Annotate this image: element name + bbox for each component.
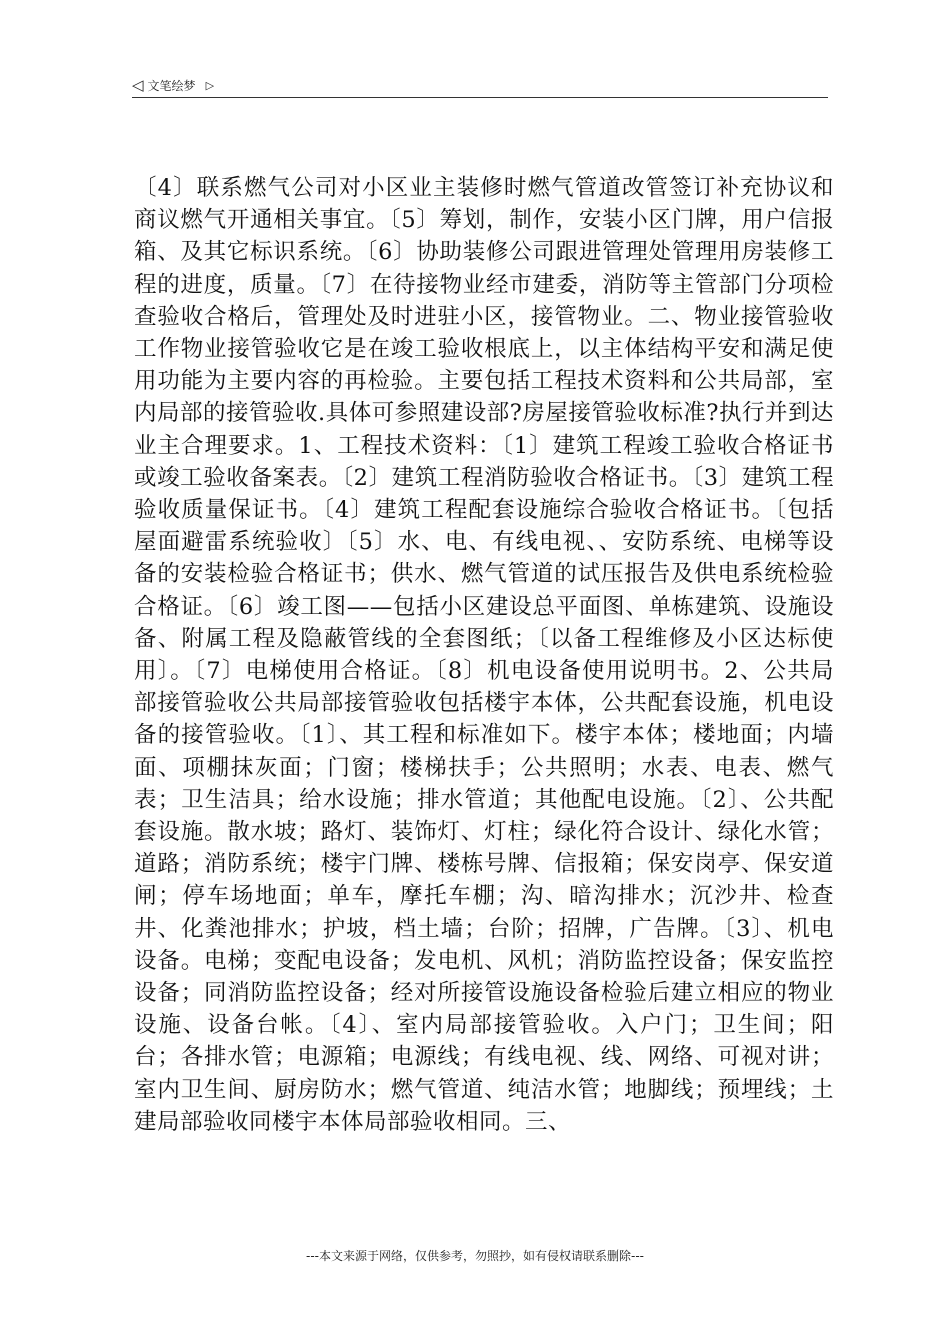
header-divider	[132, 97, 828, 98]
page-header	[132, 74, 214, 96]
header-title: 文笔绘梦	[147, 78, 196, 93]
triangle-left-icon: ◁	[132, 75, 144, 94]
triangle-right-icon: ▷	[205, 78, 215, 92]
page-footer: ---本文来源于网络，仅供参考，勿照抄，如有侵权请联系删除---	[306, 1249, 644, 1263]
document-body: 〔4〕联系燃气公司对小区业主装修时燃气管道改管签订补充协议和商议燃气开通相关事宜。〔5〕筹划，制作，安装小区门牌，用户信报箱、及其它标识系统。〔6〕协助装修公司跟进管理处管理用房装修工程的进度，质量。〔7〕在待接物业经市建委，消防等主管部门分项检查验收合格后，管理处及时进驻小区，接管物业。二、物业接管验收工作物业接管验收它是在竣工验收根底上，以主体结构平安和满足使用功能为主要内容的再检验。主要包括工程技术资料和公共局部，室内局部的接管验收.具体可参照建设部?房屋接管验收标准?执行并到达业主合理要求。1、工程技术资料：〔1〕建筑工程竣工验收合格证书或竣工验收备案表。〔2〕建筑工程消防验收合格证书。〔3〕建筑工程验收质量保证书。〔4〕建筑工程配套设施综合验收合格证书。〔包括屋面避雷系统验收〕〔5〕水、电、有线电视、、安防系统、电梯等设备的安装检验合格证书；供水、燃气管道的试压报告及供电系统检验合格证。〔6〕竣工图——包括小区建设总平面图、单栋建筑、设施设备、附属工程及隐蔽管线的全套图纸；〔以备工程维修及小区达标使用〕。〔7〕电梯使用合格证。〔8〕机电设备使用说明书。2、公共局部接管验收公共局部接管验收包括楼宇本体，公共配套设施，机电设备的接管验收。〔1〕、其工程和标准如下。楼宇本体；楼地面；内墙面、项棚抹灰面；门窗；楼梯扶手；公共照明；水表、电表、燃气表；卫生洁具；给水设施；排水管道；其他配电设施。〔2〕、公共配套设施。散水坡；路灯、装饰灯、灯柱；绿化符合设计、绿化水管；道路；消防系统；楼宇门牌、楼栋号牌、信报箱；保安岗亭、保安道闸；停车场地面；单车，摩托车棚；沟、暗沟排水；沉沙井、检查井、化粪池排水；护坡，档土墙；台阶；招牌，广告牌。〔3〕、机电设备。电梯；变配电设备；发电机、风机；消防监控设备；保安监控设备；同消防监控设备；经对所接管设施设备检验后建立相应的物业设施、设备台帐。〔4〕、室内局部接管验收。入户门；卫生间；阳台；各排水管；电源箱；电源线；有线电视、线、网络、可视对讲；室内卫生间、厨房防水；燃气管道、纯洁水管；地脚线；预埋线；土建局部验收同楼宇本体局部验收相同。三、	[134, 175, 834, 1135]
